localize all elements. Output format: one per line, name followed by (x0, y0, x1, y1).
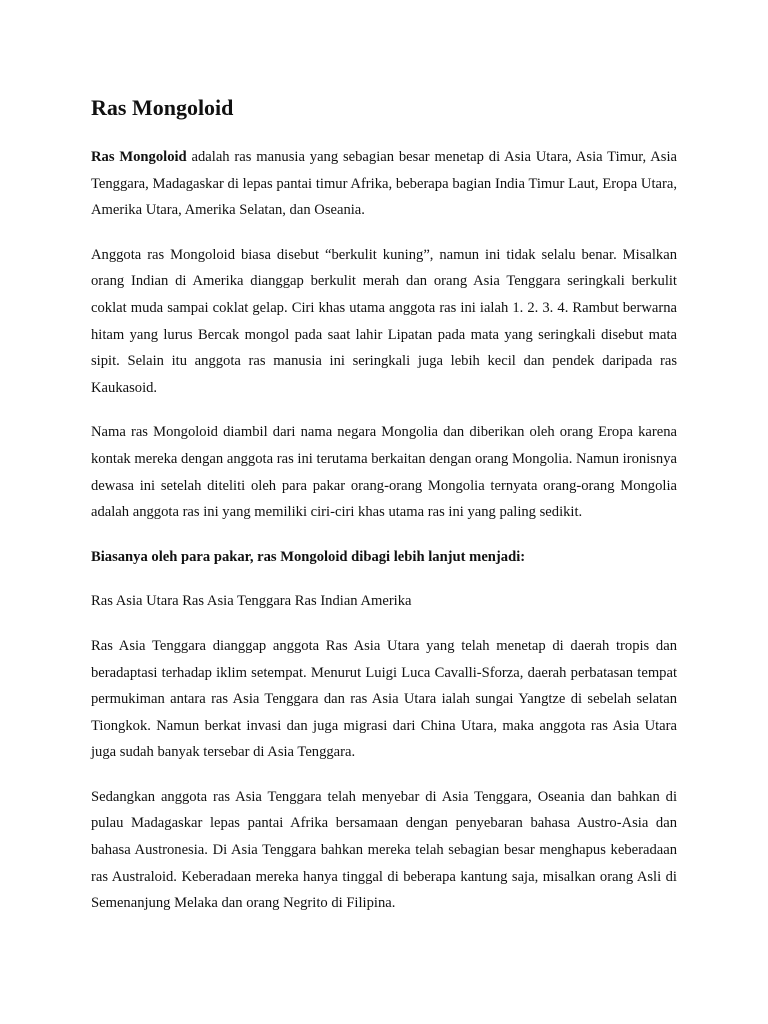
paragraph-characteristics: Anggota ras Mongoloid biasa disebut “berkulit kuning”, namun ini tidak selalu benar. Misalkan orang Indian di Amerika dianggap berkulit merah dan orang Asia Tenggara seringkali berkulit coklat muda sampai coklat gelap. Ciri khas utama anggota ras ini ialah 1. 2. 3. 4. Rambut berwarna hitam yang lurus Bercak mongol pada saat lahir Lipatan pada mata yang seringkali disebut mata sipit. Selain itu anggota ras manusia ini seringkali juga lebih kecil dan pendek daripada ras Kaukasoid. (91, 246, 677, 396)
paragraph-name-origin: Nama ras Mongoloid diambil dari nama negara Mongolia dan diberikan oleh orang Eropa karena kontak mereka dengan anggota ras ini terutama berkaitan dengan orang Mongolia. Namun ironisnya dewasa ini setelah diteliti oleh para pakar orang-orang Mongolia ternyata orang-orang Mongolia adalah anggota ras ini yang memiliki ciri-ciri khas utama ras ini yang paling sedikit. (91, 424, 677, 521)
subdivision-list-line: Ras Asia Utara Ras Asia Tenggara Ras Indian Amerika (91, 593, 412, 610)
intro-lead-term: Ras Mongoloid (91, 149, 187, 165)
paragraph-spread: Sedangkan anggota ras Asia Tenggara telah menyebar di Asia Tenggara, Oseania dan bahkan di pulau Madagaskar lepas pantai Afrika bersamaan dengan penyebaran bahasa Austro-Asia dan bahasa Austronesia. Di Asia Tenggara bahkan mereka telah sebagian besar menghapus keberadaan ras Australoid. Keberadaan mereka hanya tinggal di beberapa kantung saja, misalkan orang Asli di Semenanjung Melaka dan orang Negrito di Filipina. (91, 788, 677, 912)
paragraph-southeast-asia: Ras Asia Tenggara dianggap anggota Ras Asia Utara yang telah menetap di daerah tropis dan beradaptasi terhadap iklim setempat. Menurut Luigi Luca Cavalli-Sforza, daerah perbatasan tempat permukiman antara ras Asia Tenggara dan ras Asia Utara ialah sungai Yangtze di sebelah selatan Tiongkok. Namun berkat invasi dan juga migrasi dari China Utara, maka anggota ras Asia Utara juga sudah banyak tersebar di Asia Tenggara. (91, 637, 677, 761)
subheading-subdivision: Biasanya oleh para pakar, ras Mongoloid dibagi lebih lanjut menjadi: (91, 548, 526, 565)
document-title: Ras Mongoloid (91, 95, 234, 120)
paragraph-intro (91, 144, 677, 224)
document-page (91, 92, 677, 935)
intro-text: adalah ras manusia yang sebagian besar menetap di Asia Utara, Asia Timur, Asia Tenggara, Madagaskar di lepas pantai timur Afrika, beberapa bagian India Timur Laut, Eropa Utara, Amerika Utara, Amerika Selatan, dan Oseania. (91, 149, 677, 219)
